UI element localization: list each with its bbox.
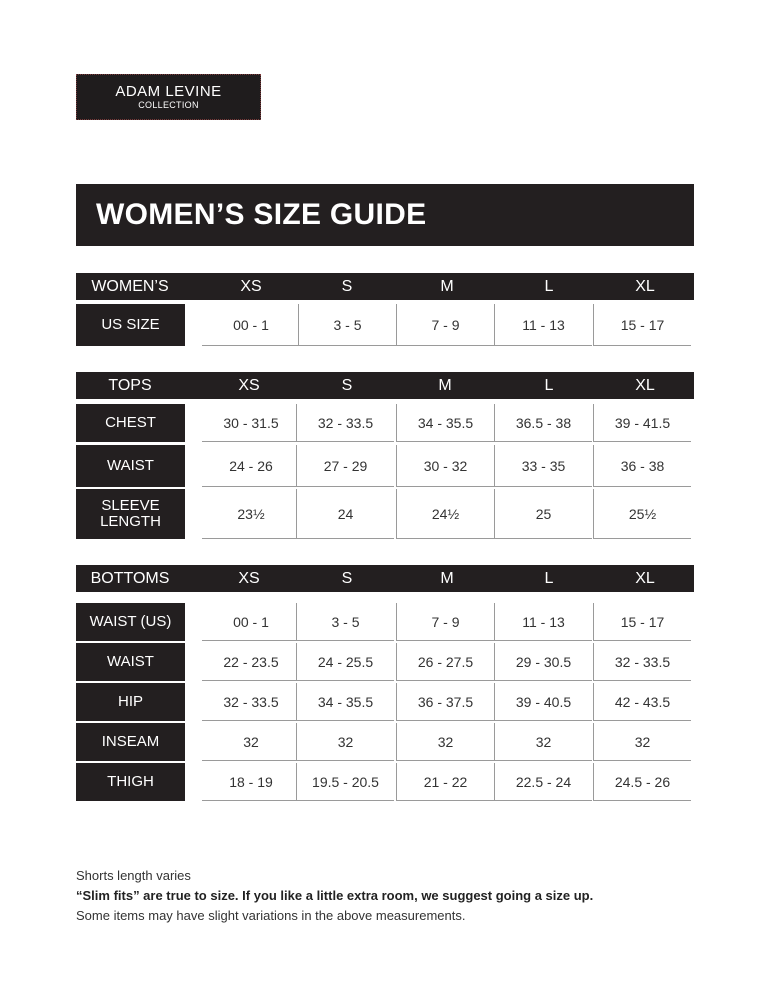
size-header-m: M	[440, 570, 454, 587]
note-variations: Some items may have slight variations in the above measurements.	[76, 908, 466, 923]
table-cell: 24	[296, 489, 394, 539]
table-cell: 24.5 - 26	[593, 763, 691, 801]
table-row	[76, 643, 694, 681]
bottoms-size-table	[76, 565, 694, 790]
table-cell: 00 - 1	[202, 603, 300, 641]
table-cell: 11 - 13	[494, 304, 592, 346]
table-row	[76, 304, 694, 346]
row-label-waist: WAIST	[76, 445, 185, 487]
table-cell: 24 - 26	[202, 445, 300, 487]
size-header-l: L	[544, 278, 554, 295]
table-cell: 27 - 29	[296, 445, 394, 487]
table-cell: 15 - 17	[593, 603, 691, 641]
note-shorts-length: Shorts length varies	[76, 868, 191, 883]
tops-header-label: TOPS	[108, 377, 152, 394]
table-row	[76, 404, 694, 442]
row-label-us-size: US SIZE	[76, 304, 185, 346]
table-cell: 21 - 22	[396, 763, 494, 801]
table-cell: 11 - 13	[494, 603, 592, 641]
table-cell: 30 - 32	[396, 445, 494, 487]
table-cell: 29 - 30.5	[494, 643, 592, 681]
row-label-waist: WAIST	[76, 643, 185, 681]
table-cell: 25½	[593, 489, 691, 539]
size-header-s: S	[341, 377, 353, 394]
table-cell: 32 - 33.5	[296, 404, 394, 442]
womens-header-label: WOMEN’S	[91, 278, 169, 295]
size-header-s: S	[341, 278, 353, 295]
brand-logo	[76, 74, 261, 120]
table-cell: 39 - 41.5	[593, 404, 691, 442]
note-slim-fits: “Slim fits” are true to size. If you like a little extra room, we suggest going a size up.	[76, 888, 594, 903]
size-header-xs: XS	[240, 278, 262, 295]
row-label-hip: HIP	[76, 683, 185, 721]
table-cell: 39 - 40.5	[494, 683, 592, 721]
table-cell: 7 - 9	[396, 603, 494, 641]
row-label-sleeve-length: SLEEVE LENGTH	[76, 489, 185, 539]
table-row	[76, 603, 694, 641]
table-cell: 24 - 25.5	[296, 643, 394, 681]
table-row	[76, 445, 694, 487]
table-row	[76, 683, 694, 721]
table-cell: 32 - 33.5	[202, 683, 300, 721]
womens-size-table	[76, 273, 694, 333]
table-cell: 00 - 1	[202, 304, 300, 346]
row-label-waist-us: WAIST (US)	[76, 603, 185, 641]
table-cell: 24½	[396, 489, 494, 539]
table-cell: 32	[202, 723, 300, 761]
logo-name: ADAM LEVINE	[115, 83, 222, 100]
table-row	[76, 763, 694, 801]
table-cell: 34 - 35.5	[396, 404, 494, 442]
size-header-xl: XL	[635, 278, 655, 295]
size-notes	[76, 866, 716, 926]
table-cell: 33 - 35	[494, 445, 592, 487]
table-cell: 22 - 23.5	[202, 643, 300, 681]
logo-subtitle: COLLECTION	[138, 100, 199, 110]
table-cell: 36 - 37.5	[396, 683, 494, 721]
tops-size-table	[76, 372, 694, 530]
table-row	[76, 723, 694, 761]
size-header-s: S	[341, 570, 353, 587]
table-cell: 30 - 31.5	[202, 404, 300, 442]
bottoms-header-row	[76, 565, 694, 592]
page-title: WOMEN’S SIZE GUIDE	[76, 184, 694, 246]
size-header-m: M	[440, 278, 454, 295]
size-header-xl: XL	[635, 377, 655, 394]
table-cell: 42 - 43.5	[593, 683, 691, 721]
table-cell: 19.5 - 20.5	[296, 763, 394, 801]
table-cell: 34 - 35.5	[296, 683, 394, 721]
table-cell: 32 - 33.5	[593, 643, 691, 681]
row-label-thigh: THIGH	[76, 763, 185, 801]
size-header-m: M	[438, 377, 452, 394]
row-label-chest: CHEST	[76, 404, 185, 442]
size-header-xs: XS	[238, 377, 260, 394]
bottoms-header-label: BOTTOMS	[90, 570, 170, 587]
table-cell: 22.5 - 24	[494, 763, 592, 801]
table-cell: 36 - 38	[593, 445, 691, 487]
row-label-inseam: INSEAM	[76, 723, 185, 761]
womens-header-row	[76, 273, 694, 300]
table-cell: 32	[593, 723, 691, 761]
table-cell: 32	[494, 723, 592, 761]
table-cell: 26 - 27.5	[396, 643, 494, 681]
table-cell: 18 - 19	[202, 763, 300, 801]
table-cell: 36.5 - 38	[494, 404, 592, 442]
tops-header-row	[76, 372, 694, 399]
size-header-xs: XS	[238, 570, 260, 587]
table-cell: 23½	[202, 489, 300, 539]
table-cell: 25	[494, 489, 592, 539]
table-cell: 3 - 5	[296, 603, 394, 641]
size-header-l: L	[544, 570, 554, 587]
table-cell: 7 - 9	[396, 304, 494, 346]
table-cell: 32	[396, 723, 494, 761]
size-header-l: L	[544, 377, 554, 394]
size-header-xl: XL	[635, 570, 655, 587]
table-cell: 32	[296, 723, 394, 761]
table-cell: 15 - 17	[593, 304, 691, 346]
table-cell: 3 - 5	[298, 304, 396, 346]
table-row	[76, 489, 694, 539]
